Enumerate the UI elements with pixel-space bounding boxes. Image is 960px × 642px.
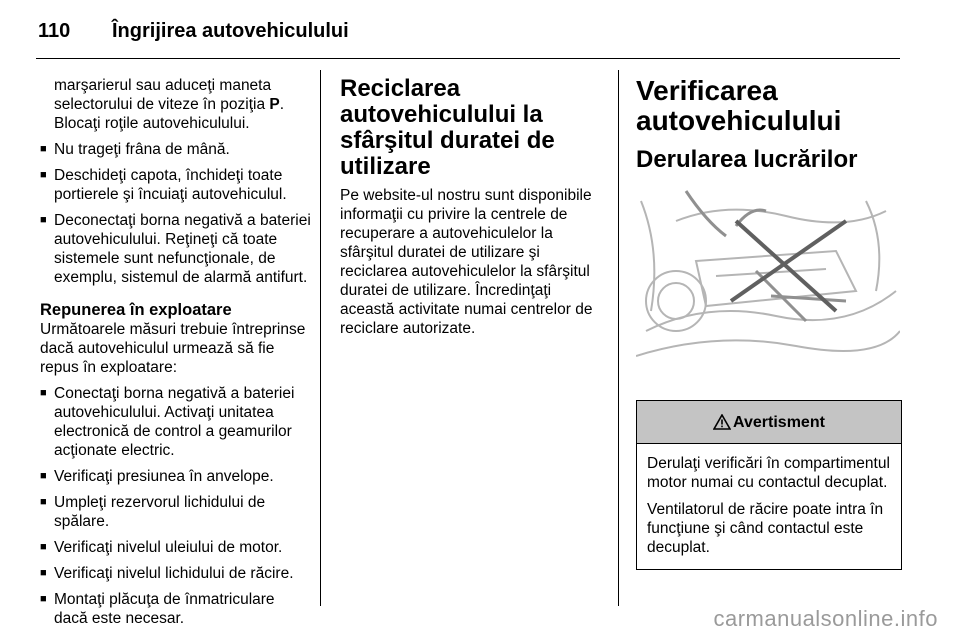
warning-triangle-icon bbox=[713, 414, 731, 430]
recycling-body: Pe website-ul nostru sunt disponibile informaţii cu privire la centrele de recuperare a autovehiculelor la sfârşitul duratei de utilizare şi reciclarea autovehiculelor la sfârşitul duratei de utilizare. Încredinţaţi această activitate numai centrelor de reciclare autorizate. bbox=[340, 187, 593, 337]
column-right bbox=[636, 76, 902, 570]
list-item: ■ Verificaţi nivelul lichidului de răcire. bbox=[40, 564, 312, 583]
list-item: ■ Verificaţi nivelul uleiului de motor. bbox=[40, 538, 312, 557]
warning-text-1: Derulaţi verificări în compartimentul motor numai cu contactul decuplat. bbox=[647, 455, 890, 491]
column-left bbox=[40, 76, 312, 628]
column-divider-1 bbox=[320, 70, 321, 606]
warning-title: Avertisment bbox=[733, 413, 825, 431]
list-item: ■ Montaţi plăcuţa de înmatriculare dacă este necesar. bbox=[40, 590, 312, 628]
list-item: ■ Umpleţi rezervorul lichidului de spălare. bbox=[40, 493, 312, 531]
page-header bbox=[38, 20, 349, 43]
warning-header bbox=[637, 401, 901, 444]
vehicle-check-heading: Verificarea autovehiculului bbox=[636, 75, 842, 136]
list-item: ■ Verificaţi presiunea în anvelope. bbox=[40, 467, 312, 486]
column-divider-2 bbox=[618, 70, 619, 606]
recycling-heading: Reciclarea autovehiculului la sfârşitul duratei de utilizare bbox=[340, 75, 555, 180]
warning-body bbox=[637, 444, 901, 569]
header-rule bbox=[36, 58, 900, 59]
warning-box bbox=[636, 400, 902, 570]
engine-bay-crossed-out-illustration bbox=[636, 181, 900, 389]
gear-position-p: P bbox=[269, 96, 280, 113]
warning-text-2: Ventilatorul de răcire poate intra în funcţiune şi când contactul este decuplat. bbox=[647, 501, 884, 556]
intro-paragraph: marşarierul sau aduceţi maneta selectorului de viteze în poziţia P. Blocaţi roţile autovehiculului. bbox=[54, 77, 285, 132]
list-item: ■ Nu trageţi frâna de mână. bbox=[40, 140, 312, 159]
procedure-subheading: Derularea lucrărilor bbox=[636, 146, 858, 173]
section-intro: Următoarele măsuri trebuie întreprinse dacă autovehiculul urmează să fie repus în exploatare: bbox=[40, 321, 306, 376]
list-item: ■ Deconectaţi borna negativă a bateriei autovehiculului. Reţineţi că toate sistemele sunt nefuncţionale, de exemplu, sistemul de alarmă antifurt. bbox=[40, 211, 312, 287]
storage-steps-list bbox=[40, 140, 312, 287]
column-middle bbox=[340, 76, 608, 338]
watermark: carmanualsonline.info bbox=[713, 606, 938, 631]
list-item: ■ Conectaţi borna negativă a bateriei autovehiculului. Activaţi unitatea electronică de control a geamurilor acţionate electric. bbox=[40, 384, 312, 460]
recommission-steps-list bbox=[40, 384, 312, 628]
chapter-title: Îngrijirea autovehiculului bbox=[112, 20, 349, 42]
list-item: ■ Deschideţi capota, închideţi toate portierele şi încuiaţi autovehiculul. bbox=[40, 166, 312, 204]
section-heading: Repunerea în exploatare bbox=[40, 301, 232, 319]
page-number: 110 bbox=[38, 20, 71, 42]
